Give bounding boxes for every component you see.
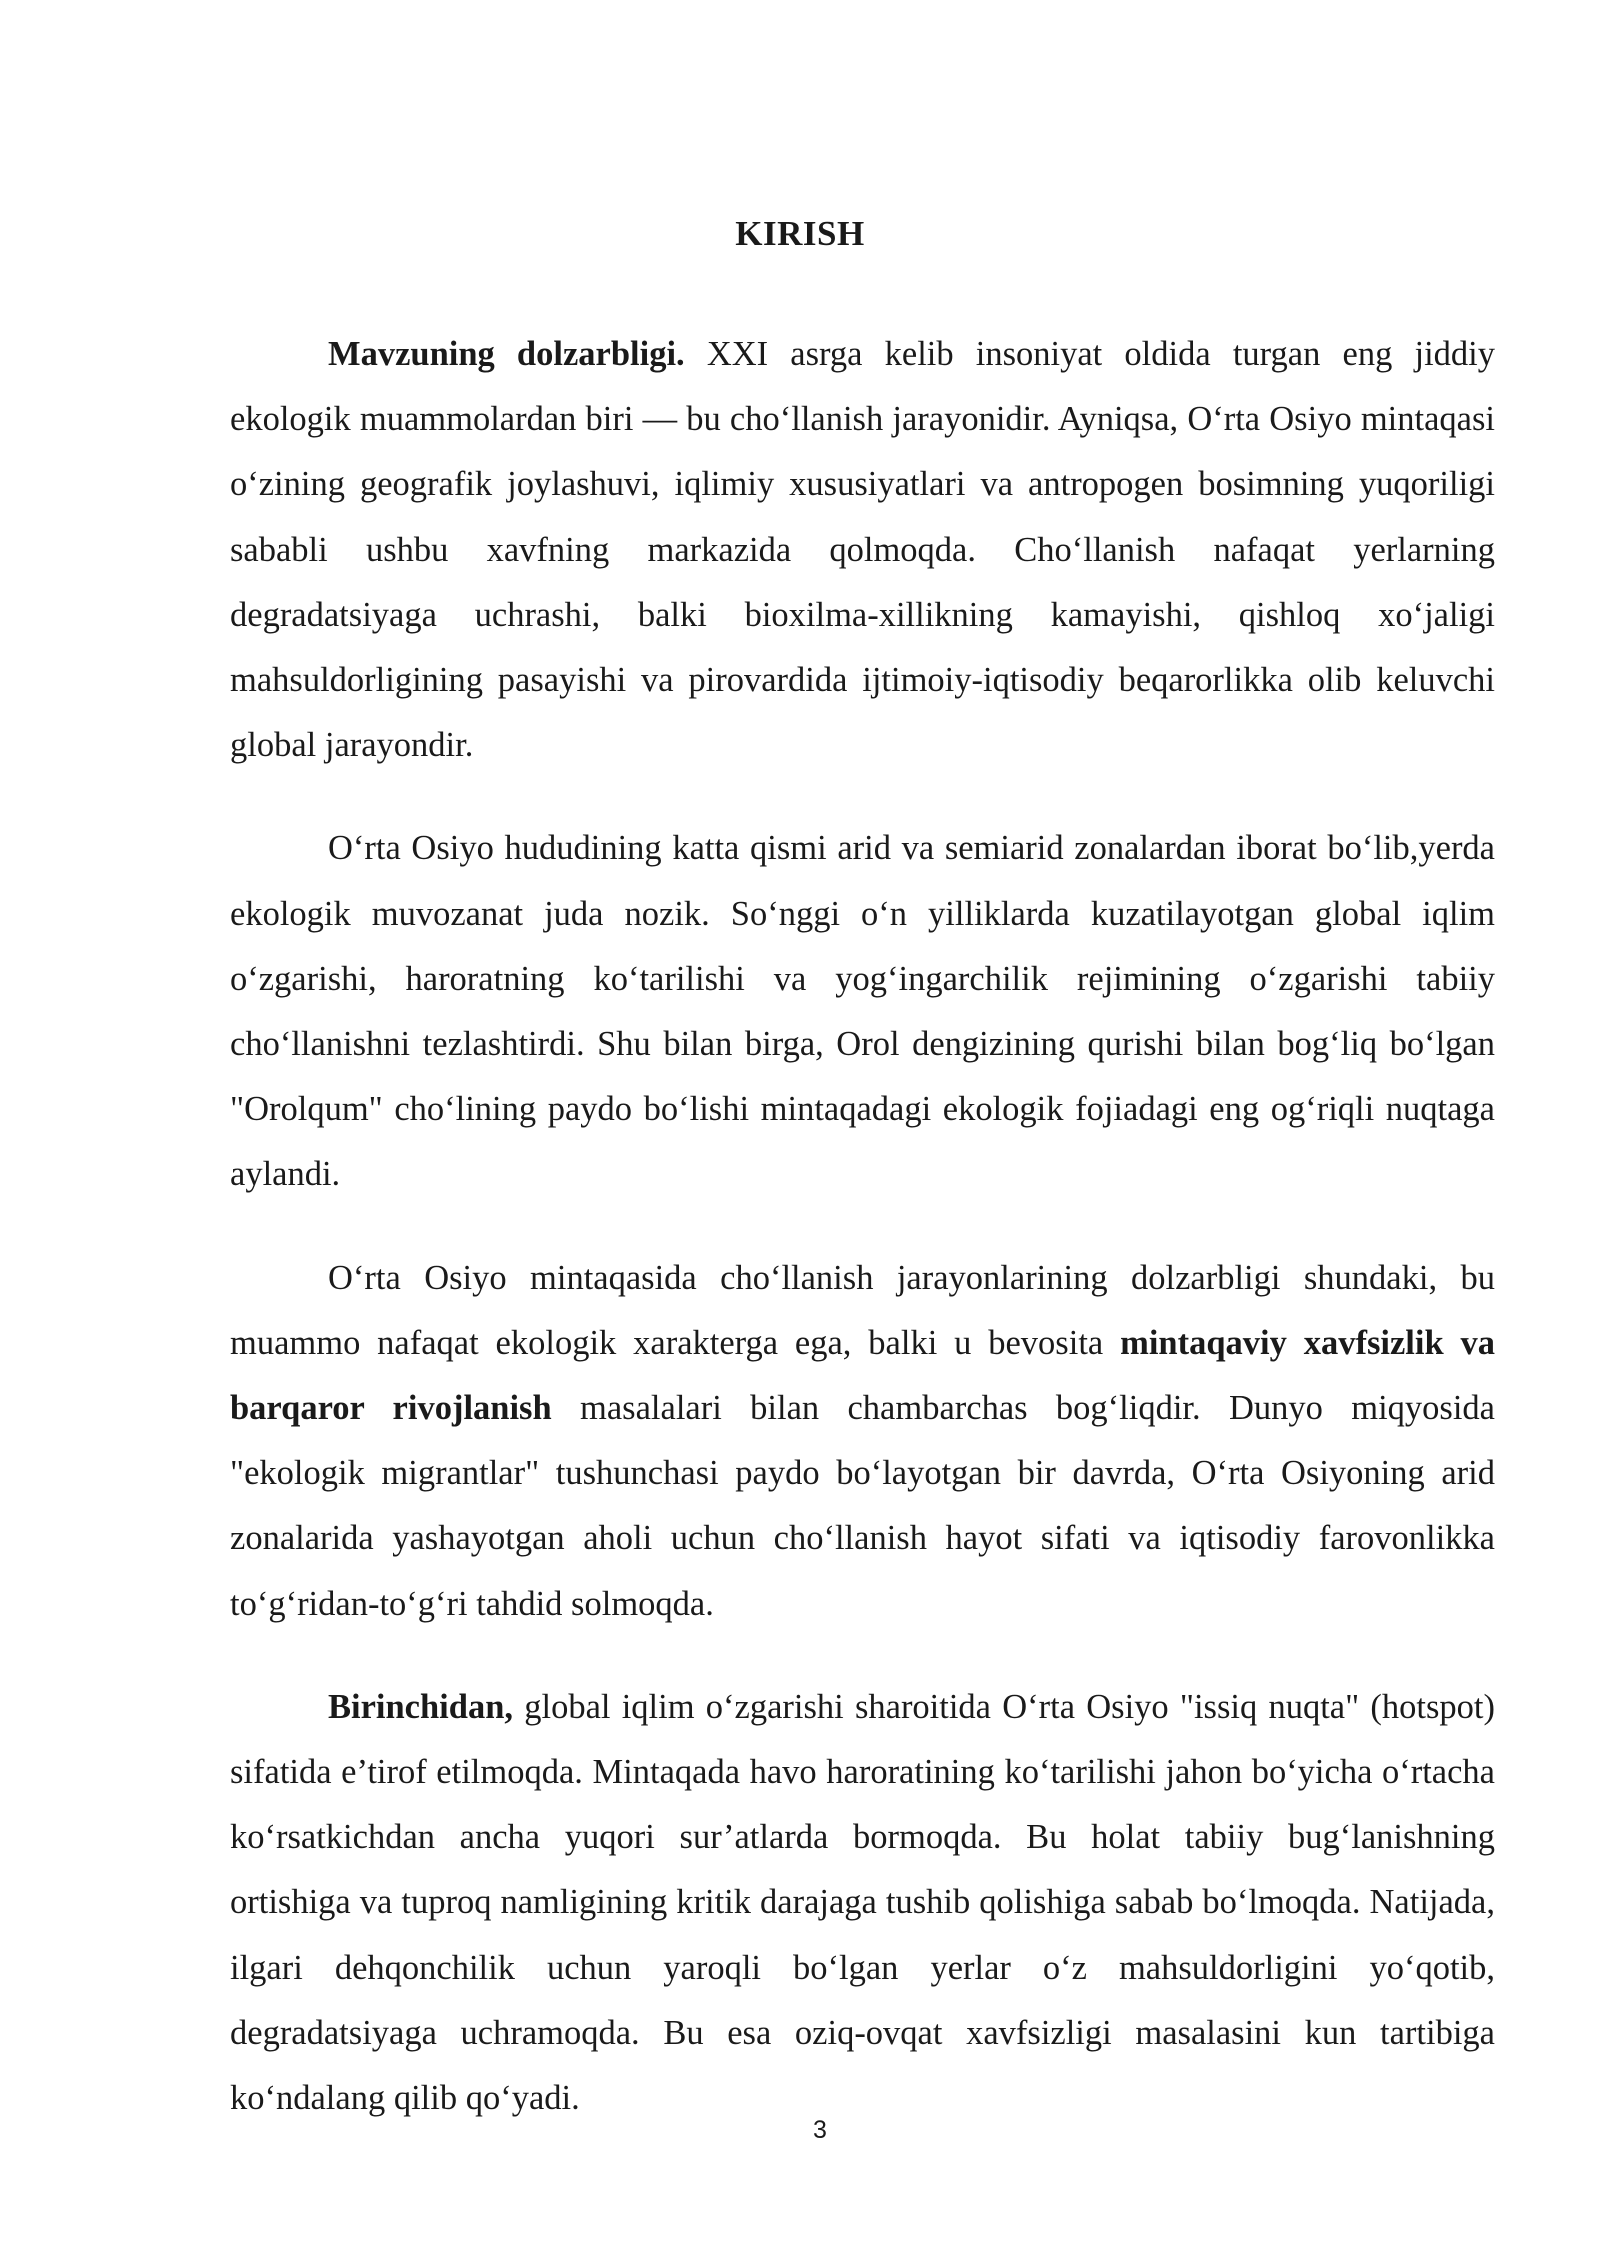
- paragraph-central-asia: [230, 816, 1495, 1207]
- document-body: [230, 322, 1495, 2169]
- paragraph-firstly: [230, 1675, 1495, 2131]
- paragraph-text: XXI asrga kelib insoniyat oldida turgan eng jiddiy ekologik muammolardan biri — bu cho‘llanish jarayonidir. Ayniqsa, O‘rta Osiyo mintaqasi o‘zining geografik joylashuvi, iqlimiy xususiyatlari va antropogen bosimning yuqoriligi sababli ushbu xavfning markazida qolmoqda. Cho‘llanish nafaqat yerlarning degradatsiyaga uchrashi, balki bioxilma-xillikning kamayishi, qishloq xo‘jaligi mahsuldorligining pasayishi va pirovardida ijtimoiy-iqtisodiy beqarorlikka olib keluvchi global jarayondir.: [230, 335, 1495, 765]
- paragraph-text: O‘rta Osiyo hududining katta qismi arid va semiarid zonalardan iborat bo‘lib,yerda ekologik muvozanat juda nozik. So‘nggi o‘n yilliklarda kuzatilayotgan global iqlim o‘zgarishi, haroratning ko‘tarilishi va yog‘ingarchilik rejimining o‘zgarishi tabiiy cho‘llanishni tezlashtirdi. Shu bilan birga, Orol dengizining qurishi bilan bog‘liq bo‘lgan "Orolqum" cho‘lining paydo bo‘lishi mintaqadagi ekologik fojiadagi eng og‘riqli nuqtaga aylandi.: [230, 829, 1495, 1194]
- paragraph-lead-bold: Birinchidan,: [328, 1687, 514, 1726]
- page-title: KIRISH: [735, 214, 865, 253]
- paragraph-text: masalalari bilan chambarchas bog‘liqdir. Dunyo miqyosida "ekologik migrantlar" tushunchasi paydo bo‘layotgan bir davrda, O‘rta Osiyoning arid zonalarida yashayotgan aholi uchun cho‘llanish hayot sifati va iqtisodiy farovonlikka to‘g‘ridan-to‘g‘ri tahdid solmoqda.: [230, 1389, 1495, 1623]
- paragraph-text: O‘rta Osiyo mintaqasida cho‘llanish jarayonlarining dolzarbligi shundaki, bu muammo nafaqat ekologik xarakterga ega, balki u bevosita: [230, 1258, 1495, 1362]
- paragraph-bold-phrase: mintaqaviy xavfsizlik va barqaror rivojlanish: [230, 1323, 1495, 1428]
- paragraph-security: [230, 1246, 1495, 1637]
- paragraph-text: global iqlim o‘zgarishi sharoitida O‘rta Osiyo "issiq nuqta" (hotspot) sifatida e’tirof etilmoqda. Mintaqada havo haroratining ko‘tarilishi jahon bo‘yicha o‘rtacha ko‘rsatkichdan ancha yuqori sur’atlarda bormoqda. Bu holat tabiiy bug‘lanishning ortishiga va tuproq namligining kritik darajaga tushib qolishiga sabab bo‘lmoqda. Natijada, ilgari dehqonchilik uchun yaroqli bo‘lgan yerlar o‘z mahsuldorligini yo‘qotib, degradatsiyaga uchramoqda. Bu esa oziq-ovqat xavfsizligi masalasini kun tartibiga ko‘ndalang qilib qo‘yadi.: [230, 1687, 1495, 2118]
- paragraph-lead-bold: Mavzuning dolzarbligi.: [328, 335, 685, 373]
- paragraph-relevance: [230, 322, 1495, 778]
- page-number: 3: [813, 2116, 827, 2144]
